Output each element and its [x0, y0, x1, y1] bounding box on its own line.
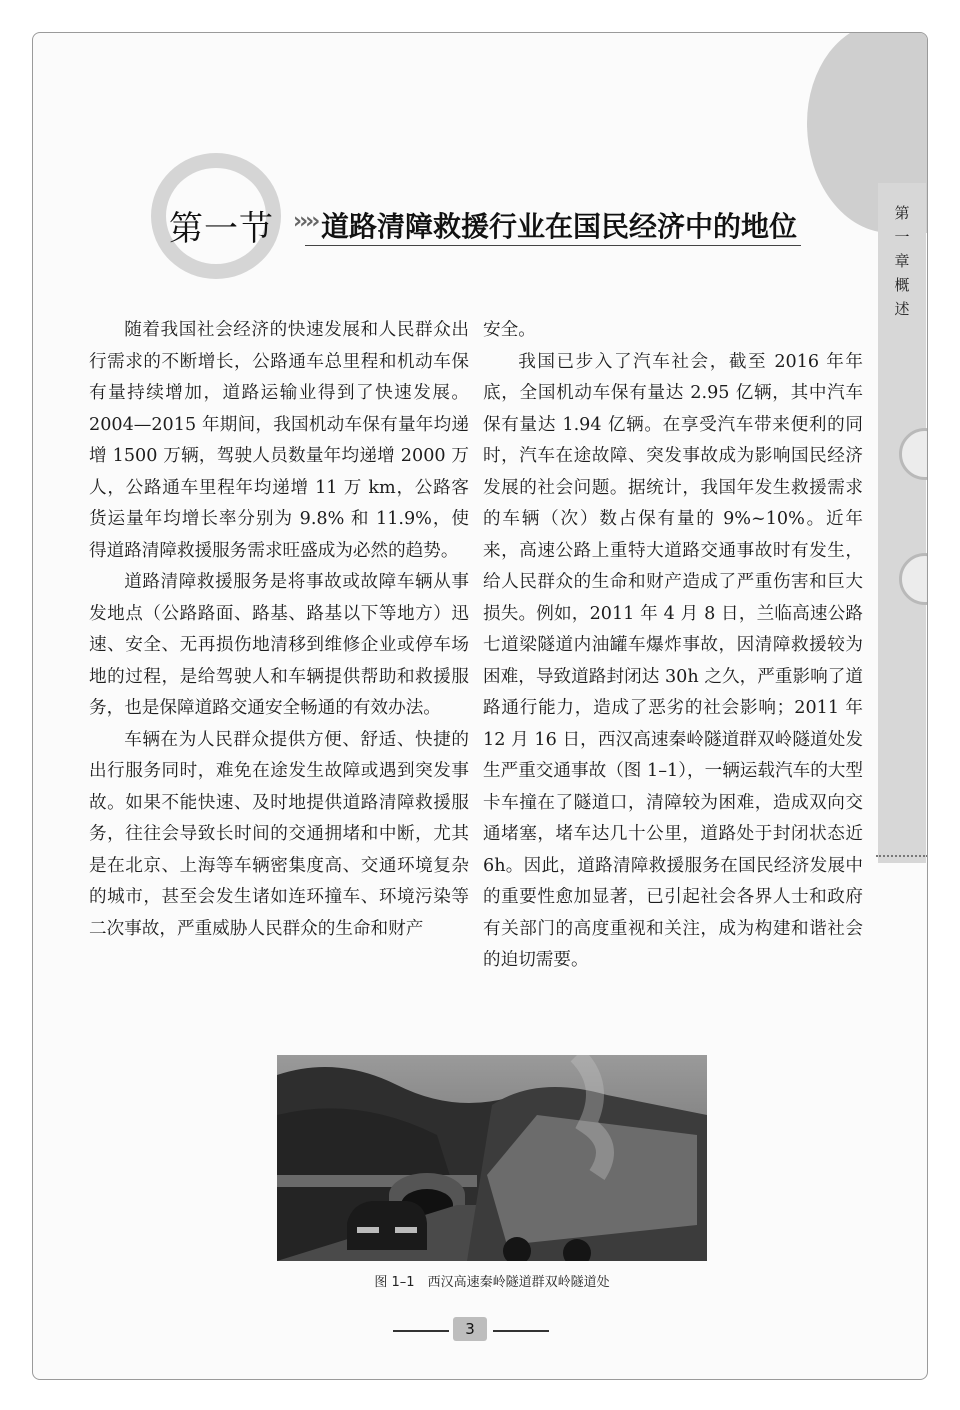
paragraph: 随着我国社会经济的快速发展和人民群众出行需求的不断增长，公路通车总里程和机动车保有量持续增加，道路运输业得到了快速发展。2004—2015 年期间，我国机动车保有量年均递增 1500 万辆，驾驶人员数量年均递增 2000 万人，公路通车里程年均递增 11 万 km，公路客货运量年均增长率分别为 9.8% 和 11.9%，使得道路清障救援服务需求旺盛成为必然的趋势。 [89, 320, 469, 561]
dotted-divider [876, 855, 928, 857]
page-number-rule [393, 1330, 449, 1332]
book-page [32, 32, 928, 1380]
left-column [89, 315, 469, 945]
paragraph: 我国已步入了汽车社会，截至 2016 年年底，全国机动车保有量达 2.95 亿辆，其中汽车保有量达 1.94 亿辆。在享受汽车带来便利的同时，汽车在途故障、突发事故成为影响国民经济发展的社会问题。据统计，我国年发生救援需求的车辆（次）数占保有量的 9%~10%。近年来，高速公路上重特大道路交通事故时有发生，给人民群众的生命和财产造成了严重伤害和巨大损失。例如，2011 年 4 月 8 日，兰临高速公路七道梁隧道内油罐车爆炸事故，因清障救援较为困难，导致道路封闭达 30h 之久，严重影响了道路通行能力，造成了恶劣的社会影响；2011 年 12 月 16 日，西汉高速秦岭隧道群双岭隧道处发生严重交通事故（图 1–1），一辆运载汽车的大型卡车撞在了隧道口，清障较为困难，造成双向交通堵塞，堵车达几十公里，道路处于封闭状态近 6h。因此，道路清障救援服务在国民经济发展中的重要性愈加显著，已引起社会各界人士和政府有关部门的高度重视和关注，成为构建和谐社会的迫切需要。 [483, 351, 863, 970]
paragraph-continuation: 安全。 [483, 320, 536, 340]
paragraph: 道路清障救援服务是将事故或故障车辆从事发地点（公路路面、路基、路基以下等地方）迅速、安全、无再损伤地清移到维修企业或停车场地的过程，是给驾驶人和车辆提供帮助和救援服务，也是保障道路交通安全畅通的有效办法。 [89, 572, 469, 718]
chapter-tab-char: 概 [894, 276, 910, 294]
section-title-underline [305, 245, 801, 246]
figure-caption: 图 1–1 西汉高速秦岭隧道群双岭隧道处 [374, 1275, 610, 1290]
page-number: 3 [453, 1317, 487, 1341]
tunnel-photo [277, 1055, 707, 1261]
tunnel-photo-illustration [277, 1055, 707, 1261]
section-number: 第一节 [169, 209, 274, 249]
chapter-tab-char: 述 [894, 300, 910, 318]
section-title: 道路清障救援行业在国民经济中的地位 [321, 210, 798, 243]
section-arrows: ›››› [293, 209, 318, 234]
chapter-tab-label [888, 201, 916, 321]
chapter-tab-char: 章 [894, 252, 910, 270]
paragraph: 车辆在为人民群众提供方便、舒适、快捷的出行服务同时，难免在途发生故障或遇到突发事故。如果不能快速、及时地提供道路清障救援服务，往往会导致长时间的交通拥堵和中断，尤其是在北京、上海等车辆密集度高、交通环境复杂的城市，甚至会发生诸如连环撞车、环境污染等二次事故，严重威胁人民群众的生命和财产 [89, 729, 469, 939]
page-number-rule [493, 1330, 549, 1332]
chapter-tab-char: 一 [894, 228, 910, 246]
right-column [483, 315, 863, 977]
chapter-tab-char: 第 [894, 204, 910, 222]
